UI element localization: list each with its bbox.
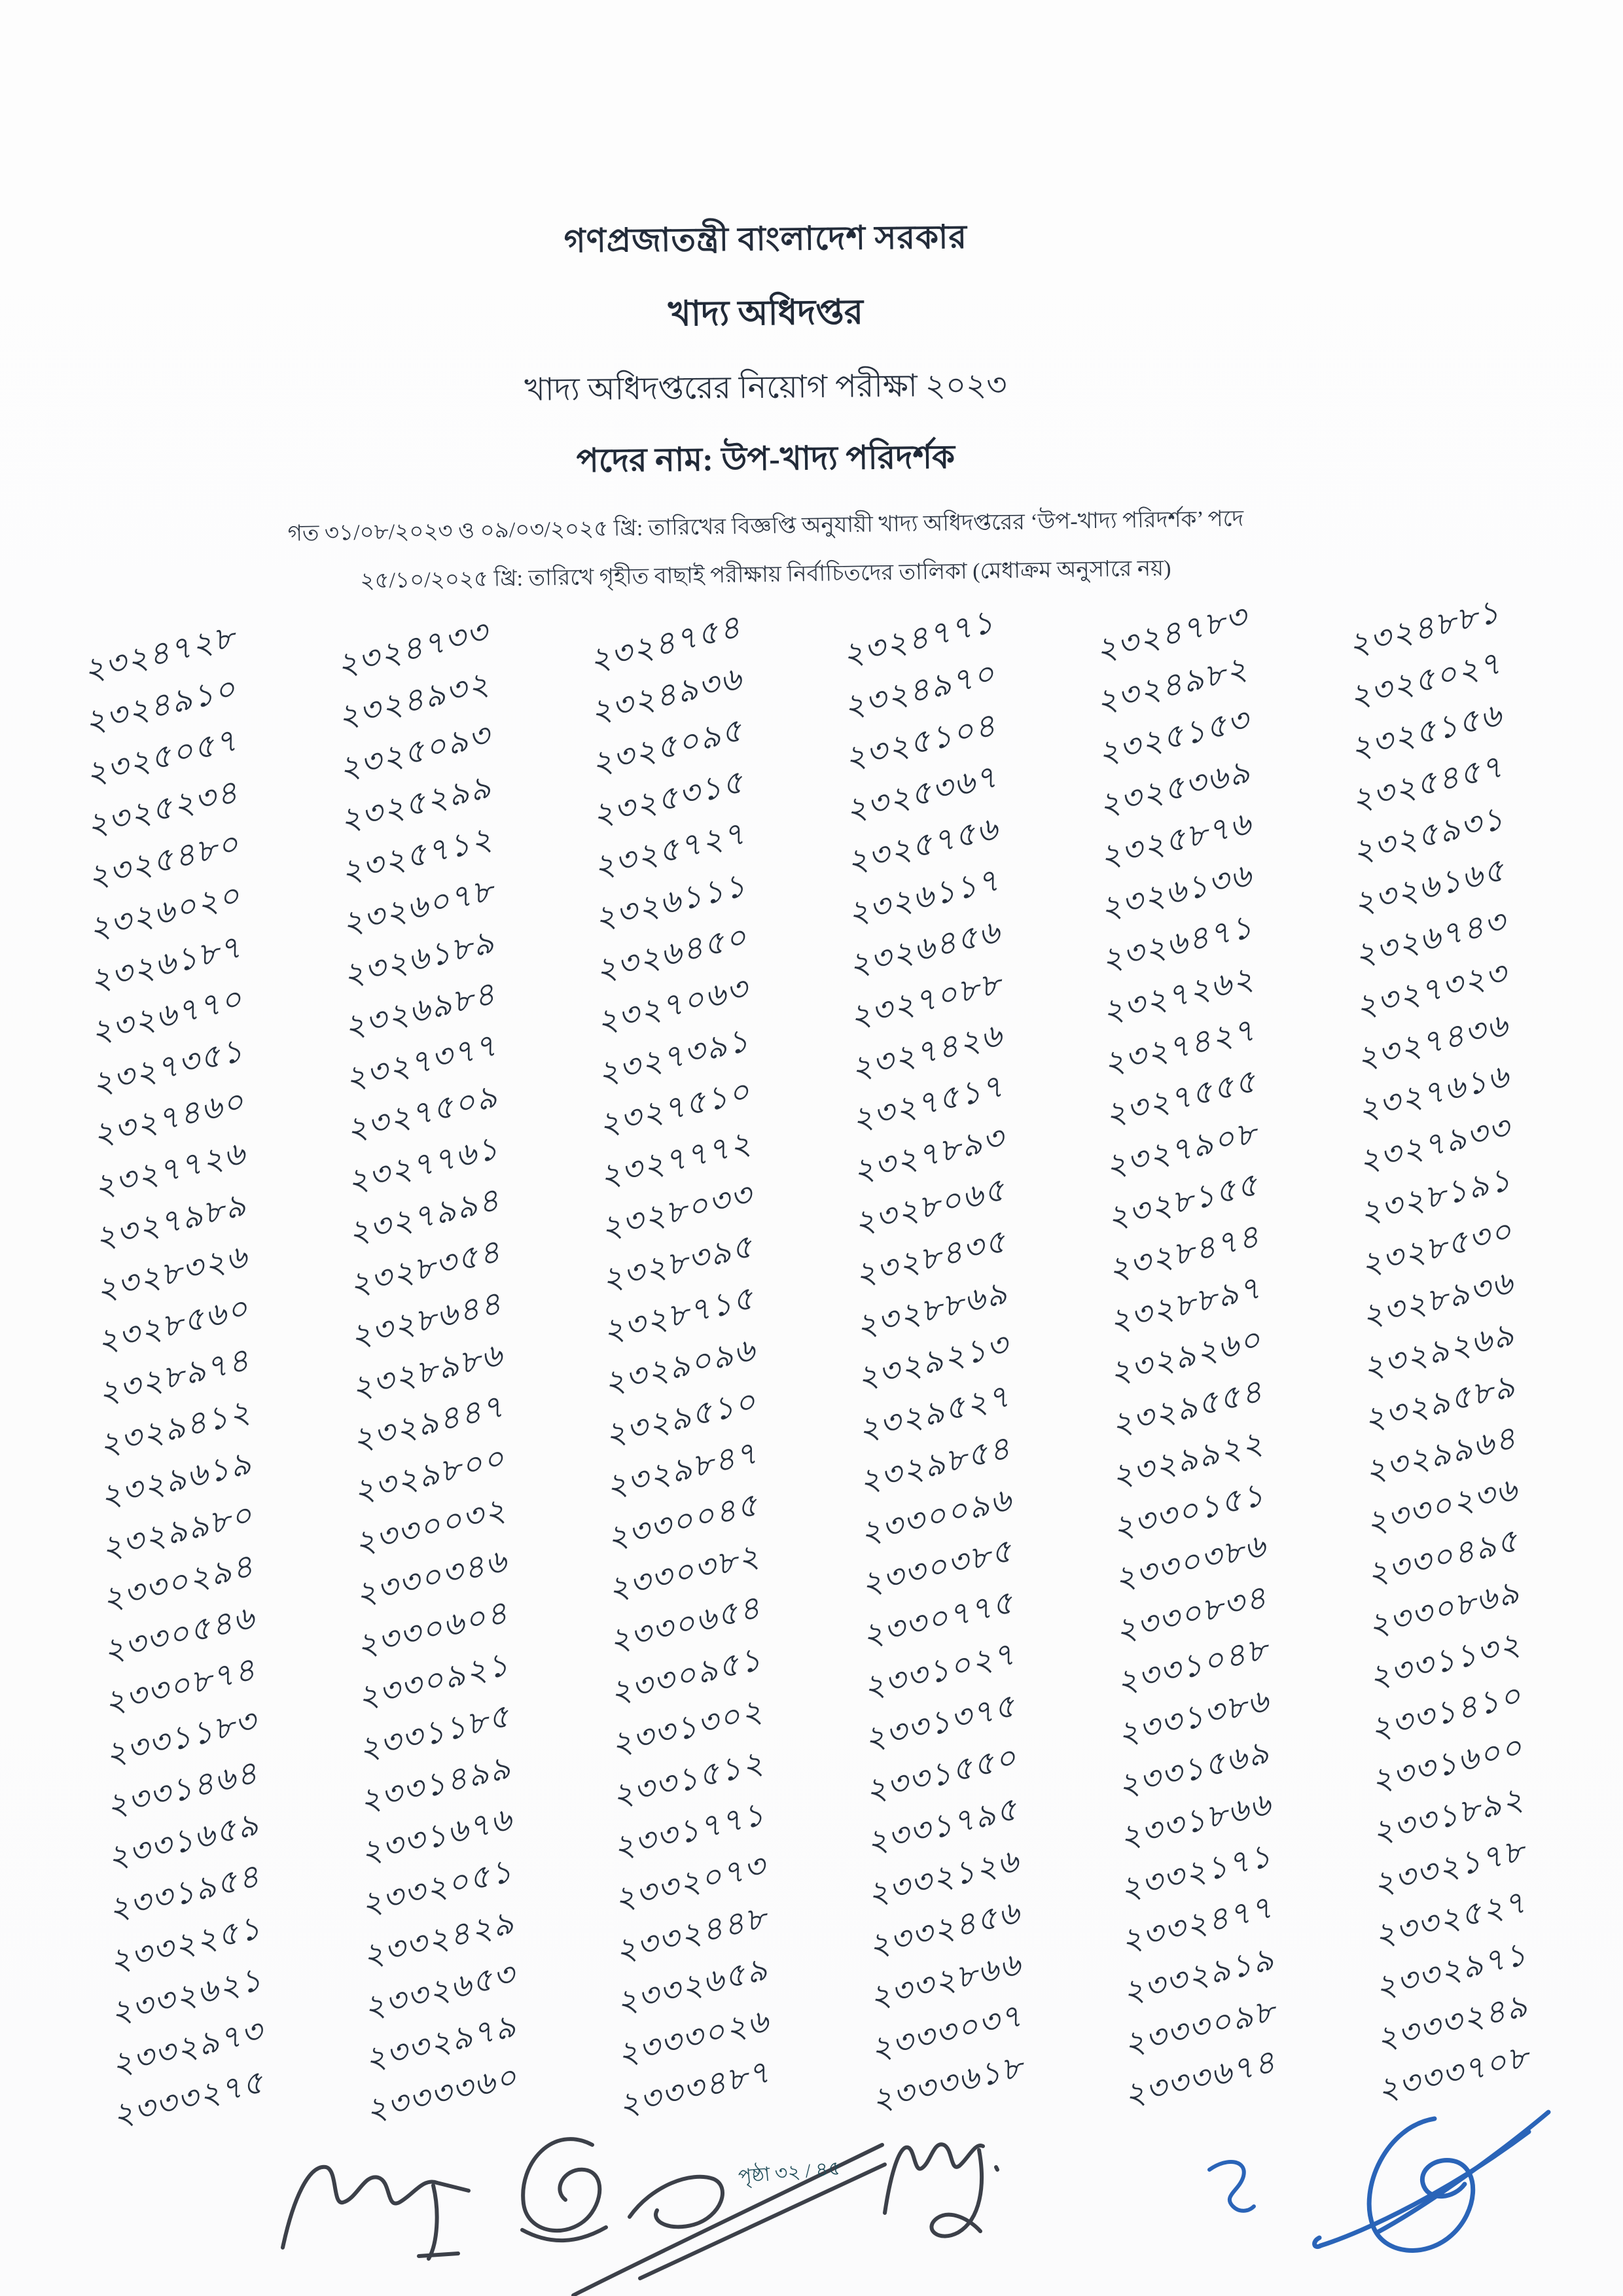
roll-number: ২৩২৬৭৭০ <box>87 980 247 1051</box>
roll-number: ২৩৩২৪২৯ <box>359 1903 518 1975</box>
roll-number: ২৩২৬১৩৬ <box>1097 856 1257 927</box>
roll-number: ২৩২৮১৫৫ <box>1103 1166 1262 1237</box>
roll-number: ২৩২৭৫৫৫ <box>1101 1063 1260 1133</box>
roll-number: ২৩৩০০৩২ <box>350 1491 510 1562</box>
roll-number: ২৩২৫৭২৭ <box>590 815 749 886</box>
roll-number: ২৩৩০৮৬৯ <box>1364 1574 1524 1644</box>
roll-number: ২৩২৮৩৯৫ <box>598 1227 758 1299</box>
roll-number: ২৩২৭৯০৮ <box>1102 1114 1262 1185</box>
roll-number: ২৩৩১৪১০ <box>1366 1677 1526 1748</box>
roll-number: ২৩৩১৬৭৬ <box>356 1800 516 1871</box>
roll-number: ২৩৩২১২৬ <box>863 1842 1023 1913</box>
roll-number: ২৩৩২৪৪৮ <box>611 1898 771 1969</box>
roll-number: ২৩২৫৭৫৬ <box>842 809 1003 881</box>
roll-number: ২৩২৬১৬৫ <box>1349 851 1509 922</box>
roll-number: ২৩২৫১৫৬ <box>1346 696 1507 767</box>
roll-number: ২৩৩১০২৭ <box>859 1635 1019 1706</box>
roll-number: ২৩৩২৯৭৩ <box>107 2012 268 2083</box>
roll-number: ২৩২৮৮৬৯ <box>852 1274 1012 1345</box>
roll-number: ২৩২৫৩১৫ <box>588 763 748 834</box>
roll-number: ২৩২৬৪৫৬ <box>845 913 1005 984</box>
roll-number: ২৩৩৩৬৭৪ <box>1120 2043 1280 2114</box>
roll-number: ২৩২৪৯৩২ <box>334 665 493 736</box>
roll-number: ২৩২৫৭১২ <box>336 820 497 891</box>
signature-5-blue-initial <box>1209 2162 1254 2211</box>
roll-number: ২৩৩১৯৫৪ <box>105 1857 264 1928</box>
roll-number: ২৩৩১৮৯২ <box>1368 1780 1528 1851</box>
roll-number: ২৩৩০২৩৬ <box>1362 1470 1522 1542</box>
roll-number: ২৩২৭৫০৯ <box>342 1078 502 1149</box>
roll-number: ২৩৩১৫১২ <box>608 1744 768 1814</box>
roll-number: ২৩২৪৯৩৬ <box>586 660 746 731</box>
roll-number: ২৩৩০৫৪৬ <box>99 1599 259 1670</box>
roll-number: ২৩৩২০৭৩ <box>610 1847 770 1918</box>
roll-number: ২৩২৮০৬৫ <box>850 1171 1010 1242</box>
roll-number: ২৩২৯৯৮০ <box>97 1496 257 1566</box>
roll-number: ২৩৩০৮৭৪ <box>100 1651 260 1722</box>
roll-number: ২৩৩০৭৭৫ <box>858 1583 1018 1655</box>
roll-number: ২৩২৪৭৭১ <box>838 603 998 674</box>
roll-number: ২৩২৯৮৫৪ <box>855 1429 1015 1500</box>
roll-number: ২৩৩২১৭১ <box>1116 1837 1276 1907</box>
roll-number: ২৩২৯৮৪৭ <box>602 1434 762 1505</box>
roll-number: ২৩২৫৯৩১ <box>1349 800 1508 870</box>
roll-number: ২৩২৪৯৭০ <box>840 655 999 726</box>
roll-number: ২৩৩৩৬১৮ <box>867 2048 1027 2119</box>
roll-number: ২৩৩২৯৭১ <box>1371 1935 1531 2005</box>
roll-number: ২৩২৬৪৫০ <box>592 918 751 989</box>
directorate-title: খাদ্য অধিদপ্তর <box>668 293 864 334</box>
roll-number: ২৩২৮৫৬০ <box>93 1289 253 1360</box>
roll-number: ২৩২৪৮৮১ <box>1344 593 1504 664</box>
signature-1 <box>283 2167 469 2259</box>
roll-number: ২৩৩৩৩৬০ <box>361 2058 522 2129</box>
roll-number: ২৩৩০১৫১ <box>1109 1475 1269 1546</box>
notice-line-1: গত ৩১/০৮/২০২৩ ও ০৯/০৩/২০২৫ খ্রি: তারিখের বিজ্ঞপ্তি অনুযায়ী খাদ্য অধিদপ্তরের ‘উপ-খাদ্য পরিদর্শক’ পদে <box>287 506 1244 546</box>
roll-number: ২৩২৭০৬৩ <box>593 970 753 1040</box>
signature-row <box>0 2107 1623 2296</box>
roll-number: ২৩২৫২৯৯ <box>336 768 495 839</box>
roll-number: ২৩২৬৯৮৪ <box>340 974 499 1046</box>
roll-number: ২৩২৫৪৫৭ <box>1347 748 1507 819</box>
roll-number: ২৩৩০৬০৪ <box>352 1594 512 1665</box>
roll-number: ২৩২৬০২০ <box>84 876 245 947</box>
roll-number: ২৩২৯৫১০ <box>601 1383 761 1453</box>
roll-number: ২৩৩২১৭৮ <box>1369 1831 1529 1903</box>
post-name-title: পদের নাম: উপ-খাদ্য পরিদর্শক <box>576 438 955 480</box>
roll-number: ২৩৩৩০৯৮ <box>1119 1992 1279 2062</box>
roll-number: ২৩২৫৪৮০ <box>84 825 243 896</box>
roll-number: ২৩৩২৯৭৯ <box>361 2007 520 2077</box>
roll-number: ২৩২৯৯২২ <box>1108 1424 1268 1494</box>
roll-number: ২৩২৭৭৬১ <box>343 1129 503 1201</box>
roll-number: ২৩২৫৩৬৯ <box>1094 753 1255 824</box>
roll-number: ২৩২৫২৩৪ <box>82 773 242 844</box>
roll-number: ২৩২৫০২৭ <box>1346 645 1505 716</box>
roll-number: ২৩২৬৪৭১ <box>1097 908 1257 979</box>
roll-number: ২৩২৮৯৭৪ <box>94 1341 254 1412</box>
roll-grid <box>80 593 1533 2134</box>
page-number-note: পৃষ্ঠা ৩২ / ৪৫ <box>737 2157 842 2188</box>
roll-number: ২৩৩২৮৬৬ <box>865 1945 1026 2016</box>
roll-number: ২৩২৭৫১৭ <box>847 1068 1008 1139</box>
roll-number: ২৩২৬১৮৭ <box>86 928 245 999</box>
signature-2 <box>522 2139 606 2240</box>
roll-number: ২৩২৫৩৬৭ <box>842 758 1001 829</box>
roll-number: ২৩২৮৮৯৭ <box>1105 1269 1264 1340</box>
roll-number: ২৩২৯৫৫৪ <box>1107 1372 1267 1443</box>
roll-number: ২৩২৭০৮৮ <box>846 964 1005 1035</box>
roll-number: ২৩৩২৬২১ <box>107 1960 266 2031</box>
roll-number: ২৩২৮৯৮৬ <box>347 1336 507 1407</box>
roll-number: ২৩৩৩৪৮৭ <box>615 2053 774 2125</box>
roll-number: ২৩৩১৫৫০ <box>861 1739 1021 1809</box>
roll-number: ২৩২৭৯৯৪ <box>344 1181 504 1252</box>
roll-number: ২৩৩১৪৬৪ <box>102 1754 262 1825</box>
roll-number: ২৩২৬১৮৯ <box>339 923 499 994</box>
roll-number: ২৩২৭৪২৬ <box>847 1016 1007 1087</box>
roll-number: ২৩২৯২৬৯ <box>1359 1316 1519 1386</box>
notice-line-2: ২৫/১০/২০২৫ খ্রি: তারিখে গৃহীত বাছাই পরীক্ষায় নির্বাচিতদের তালিকা (মেধাক্রম অনুসারে নয়) <box>360 556 1171 593</box>
roll-number: ২৩৩১৪৯৯ <box>355 1749 515 1820</box>
roll-number: ২৩৩৩২৪৯ <box>1372 1987 1532 2057</box>
roll-number: ২৩৩২৬৫৯ <box>613 1950 772 2021</box>
roll-number: ২৩২৭৬১৬ <box>1353 1057 1514 1129</box>
roll-number: ২৩২৮০৩৩ <box>597 1176 757 1247</box>
roll-number: ২৩২৮৪৭৪ <box>1104 1218 1264 1288</box>
roll-number: ২৩৩৩০৩৭ <box>866 1996 1026 2068</box>
roll-number: ২৩২৫০৫৭ <box>82 722 241 792</box>
roll-number: ২৩৩০৬৫৪ <box>605 1589 765 1660</box>
roll-number: ২৩২৯৫৮৯ <box>1360 1367 1520 1438</box>
roll-number: ২৩২৫৮৭৬ <box>1096 805 1255 875</box>
roll-number: ২৩২৭৭২৬ <box>90 1135 250 1205</box>
roll-number: ২৩২৭২৬২ <box>1099 959 1258 1031</box>
roll-number: ২৩৩৩০২৬ <box>613 2002 774 2073</box>
roll-number: ২৩৩০২৯৪ <box>98 1547 258 1618</box>
roll-number: ২৩২৭৩৫১ <box>88 1031 247 1103</box>
roll-number: ২৩৩১০৪৮ <box>1112 1631 1272 1701</box>
roll-number: ২৩২৫০৯৩ <box>334 716 494 788</box>
roll-number: ২৩২৭৪২৭ <box>1099 1011 1260 1082</box>
roll-number: ২৩৩০৩৮২ <box>604 1537 764 1608</box>
roll-number: ২৩২৭৩৭৭ <box>341 1026 501 1097</box>
roll-number: ২৩২৭৮৯৩ <box>849 1120 1008 1190</box>
roll-number: ২৩২৭৫১০ <box>595 1072 755 1144</box>
roll-number: ২৩৩১৭৭১ <box>609 1795 769 1866</box>
roll-number: ২৩২৯৬১৯ <box>96 1444 256 1515</box>
roll-number: ২৩৩০৩৮৬ <box>1110 1527 1270 1598</box>
roll-number: ২৩২৪৯৮২ <box>1092 650 1252 720</box>
roll-number: ২৩২৮৯৩৬ <box>1358 1264 1518 1335</box>
roll-number: ২৩৩০০৪৫ <box>603 1485 763 1557</box>
roll-number: ২৩৩৩২৭৫ <box>109 2064 268 2134</box>
roll-number: ২৩২৪৭৫৪ <box>586 609 745 679</box>
roll-number: ২৩২৪৭৮৩ <box>1092 598 1251 669</box>
roll-number: ২৩২৬১১৭ <box>844 861 1003 932</box>
roll-number: ২৩২৯৫২৭ <box>854 1377 1014 1448</box>
roll-number: ২৩২৬০৭৮ <box>338 872 497 942</box>
signature-4 <box>885 2144 997 2236</box>
roll-number: ২৩২৭৩৯১ <box>594 1021 753 1092</box>
roll-number: ২৩৩০৩৪৬ <box>351 1542 511 1614</box>
roll-number: ২৩৩১৬৫৯ <box>103 1805 263 1877</box>
roll-number: ২৩৩২৫২৭ <box>1370 1883 1530 1954</box>
roll-number: ২৩৩০০৯৬ <box>856 1481 1016 1551</box>
roll-number: ২৩৩২০৫১ <box>357 1852 517 1923</box>
roll-number: ২৩৩১৫৬৯ <box>1114 1733 1274 1805</box>
roll-number: ২৩৩১৬০০ <box>1367 1729 1527 1799</box>
roll-number: ২৩৩১১৮৩ <box>101 1702 261 1773</box>
roll-number: ২৩৩১১৮৫ <box>354 1697 514 1768</box>
roll-number: ২৩৩০৪৯৫ <box>1363 1522 1523 1593</box>
roll-number: ২৩২৭৪৬০ <box>89 1083 249 1154</box>
roll-number: ২৩২৯৪১২ <box>95 1392 255 1464</box>
roll-number: ২৩২৭৭৭২ <box>596 1124 756 1195</box>
roll-number: ২৩২৭৪৩৬ <box>1353 1006 1512 1077</box>
roll-number: ২৩২৮৩৫৪ <box>345 1233 505 1303</box>
government-title: গণপ্রজাতন্ত্রী বাংলাদেশ সরকার <box>563 218 968 260</box>
roll-number: ২৩৩০৯২১ <box>353 1646 513 1716</box>
roll-number: ২৩৩২৯১৯ <box>1118 1940 1278 2011</box>
roll-number: ২৩৩১৮৬৬ <box>1115 1785 1275 1856</box>
roll-number: ২৩২৬৭৪৩ <box>1351 903 1510 974</box>
roll-number: ২৩২৯০৯৬ <box>600 1331 760 1402</box>
roll-number: ২৩২৬১১১ <box>591 866 751 937</box>
roll-number: ২৩২৭৯৩৩ <box>1355 1109 1514 1180</box>
roll-number: ২৩২৫১০৪ <box>840 707 1001 777</box>
roll-number: ২৩৩০৮৩৪ <box>1111 1579 1271 1650</box>
roll-number: ২৩২৮১৯১ <box>1356 1161 1516 1231</box>
roll-number: ২৩৩২৪৫৬ <box>865 1894 1024 1964</box>
signatures-canvas <box>0 2107 1623 2296</box>
roll-number: ২৩২৪৯১০ <box>80 670 240 741</box>
roll-number: ২৩২৪৭২৮ <box>80 618 240 690</box>
roll-number: ২৩৩৩৭০৮ <box>1373 2038 1533 2109</box>
roll-number: ২৩২৯৪৪৭ <box>348 1387 508 1458</box>
roll-number: ২৩৩০৩৮৫ <box>857 1532 1017 1603</box>
roll-number: ২৩২৯২১৩ <box>853 1326 1012 1397</box>
roll-number: ২৩২৮৩২৬ <box>92 1238 252 1309</box>
roll-number: ২৩৩১১৩২ <box>1365 1625 1525 1696</box>
roll-number: ২৩২৯২৬০ <box>1106 1320 1266 1392</box>
roll-number: ২৩২৮৪৩৫ <box>851 1222 1010 1294</box>
roll-number: ২৩২৫১৫৩ <box>1094 701 1253 772</box>
roll-number: ২৩২৪৭৩৩ <box>332 613 492 684</box>
roll-number: ২৩৩১৩৮৬ <box>1113 1682 1273 1753</box>
roll-number: ২৩৩০৯৫১ <box>606 1640 766 1712</box>
roll-number: ২৩৩১৩৭৫ <box>860 1687 1020 1758</box>
roll-number: ২৩২৫০৯৫ <box>588 711 747 783</box>
roll-number: ২৩৩২৬৫৩ <box>359 1955 520 2026</box>
roll-number: ২৩২৯৯৬৪ <box>1361 1419 1521 1490</box>
roll-number: ২৩২৭৩২৩ <box>1351 954 1511 1025</box>
signature-6-blue <box>1315 2112 1548 2250</box>
roll-number: ২৩৩২২৫১ <box>105 1909 265 1979</box>
roll-number: ২৩২৮৬৪৪ <box>346 1284 506 1355</box>
roll-number: ২৩২৮৫৩০ <box>1357 1212 1516 1283</box>
roll-number: ২৩৩২৪৭৭ <box>1117 1888 1277 1959</box>
roll-number: ২৩৩১৩০২ <box>607 1692 767 1763</box>
roll-number: ২৩২৮৭১৫ <box>599 1279 758 1350</box>
exam-title: খাদ্য অধিদপ্তরের নিয়োগ পরীক্ষা ২০২৩ <box>524 368 1007 408</box>
roll-number: ২৩৩১৭৯৫ <box>863 1790 1022 1861</box>
roll-number: ২৩২৭৯৮৯ <box>91 1186 251 1257</box>
roll-number: ২৩২৯৮০০ <box>349 1439 509 1510</box>
